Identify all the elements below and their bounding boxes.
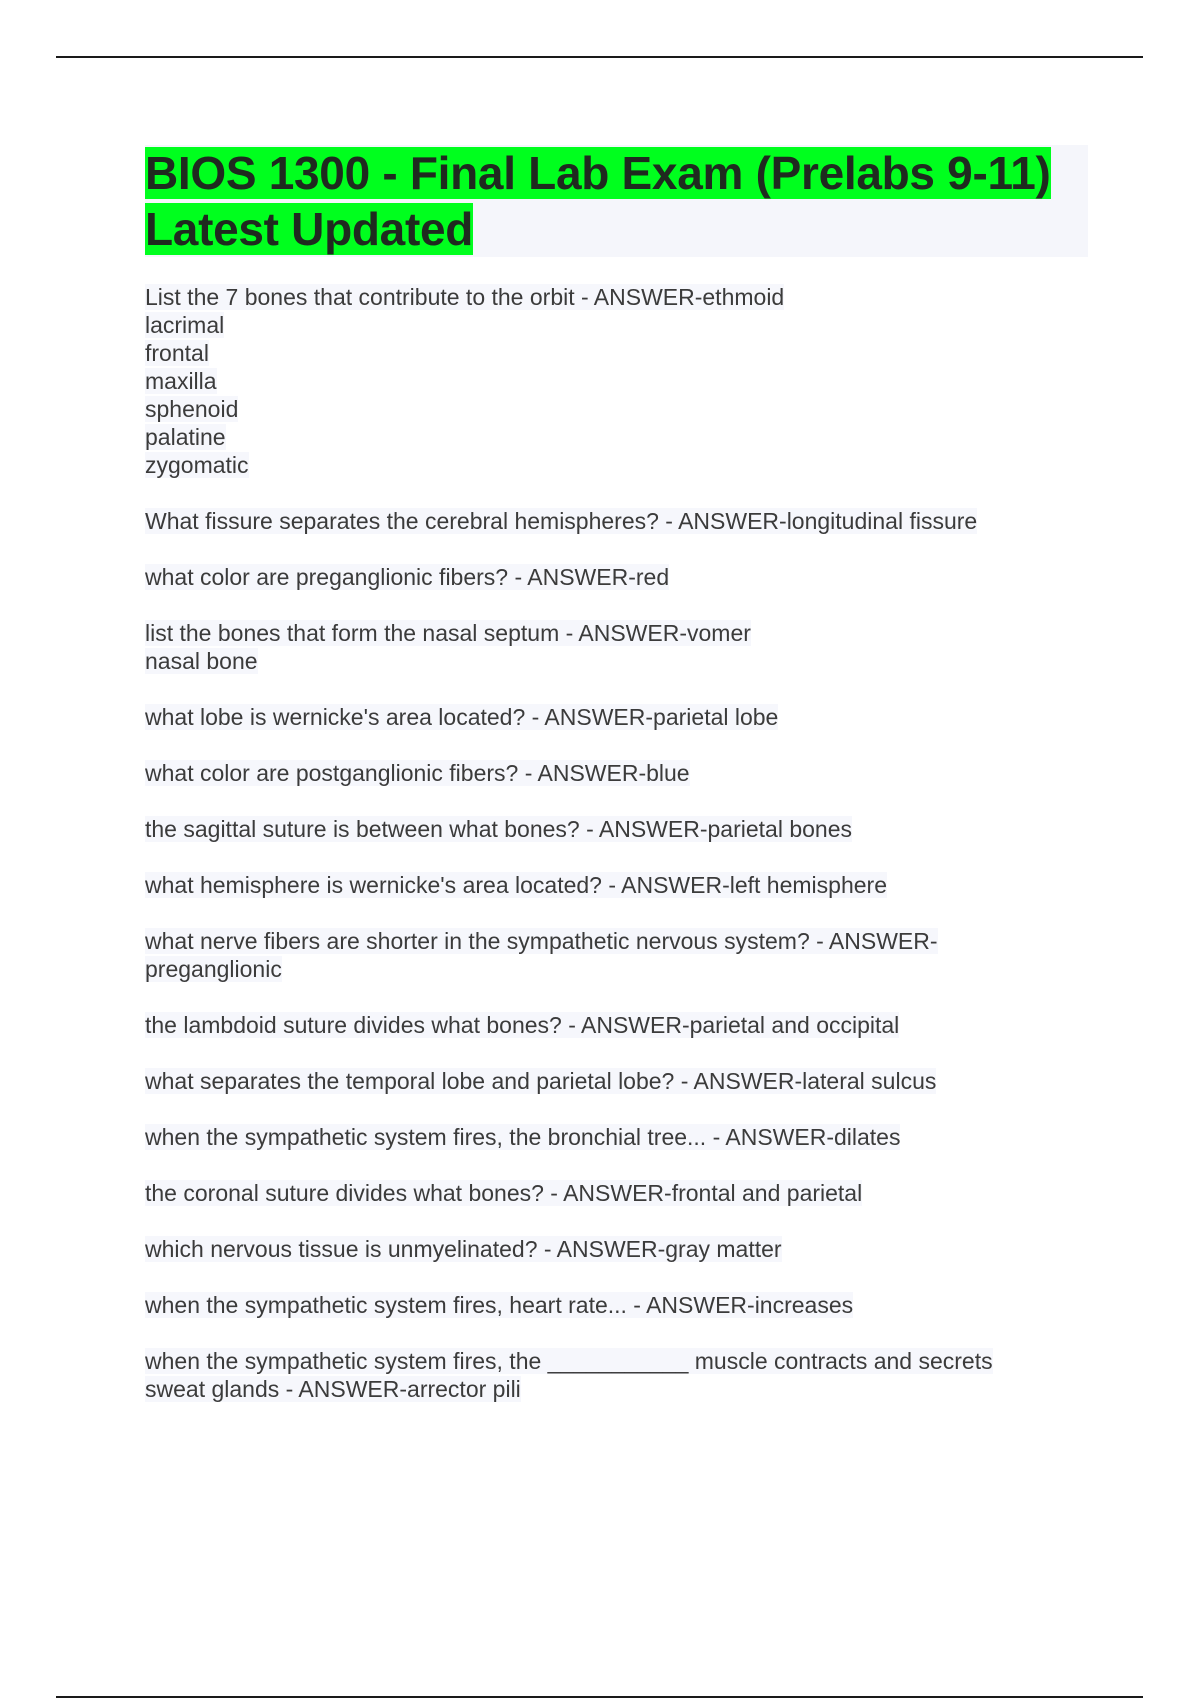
qa-item: what hemisphere is wernicke's area located? - ANSWER-left hemisphere (145, 872, 887, 898)
qa-item: when the sympathetic system fires, the ___________ muscle contracts and secrets sweat glands - ANSWER-arrector pili (145, 1348, 993, 1402)
qa-item: the lambdoid suture divides what bones? - ANSWER-parietal and occipital (145, 1012, 900, 1038)
top-rule (56, 56, 1143, 58)
bottom-rule (56, 1696, 1143, 1698)
qa-item: what color are postganglionic fibers? - ANSWER-blue (145, 760, 690, 786)
qa-item: list the bones that form the nasal septum - ANSWER-vomer nasal bone (145, 620, 751, 674)
qa-item: what nerve fibers are shorter in the sympathetic nervous system? - ANSWER- preganglionic (145, 928, 938, 982)
qa-item: which nervous tissue is unmyelinated? - ANSWER-gray matter (145, 1236, 782, 1262)
qa-item: the sagittal suture is between what bones? - ANSWER-parietal bones (145, 816, 852, 842)
qa-item: List the 7 bones that contribute to the orbit - ANSWER-ethmoid lacrimal frontal maxilla sphenoid palatine zygomatic (145, 284, 785, 478)
qa-item: when the sympathetic system fires, the bronchial tree... - ANSWER-dilates (145, 1124, 901, 1150)
qa-list (145, 283, 1088, 1403)
document-body (145, 145, 1088, 1431)
qa-item: when the sympathetic system fires, heart rate... - ANSWER-increases (145, 1292, 854, 1318)
title-block (145, 145, 1088, 257)
qa-item: what lobe is wernicke's area located? - ANSWER-parietal lobe (145, 704, 779, 730)
title-highlight: BIOS 1300 - Final Lab Exam (Prelabs 9-11) Latest Updated (145, 147, 1051, 255)
qa-item: what color are preganglionic fibers? - ANSWER-red (145, 564, 670, 590)
qa-item: what separates the temporal lobe and parietal lobe? - ANSWER-lateral sulcus (145, 1068, 937, 1094)
qa-item: What fissure separates the cerebral hemispheres? - ANSWER-longitudinal fissure (145, 508, 978, 534)
document-title (145, 145, 1088, 257)
qa-item: the coronal suture divides what bones? - ANSWER-frontal and parietal (145, 1180, 863, 1206)
